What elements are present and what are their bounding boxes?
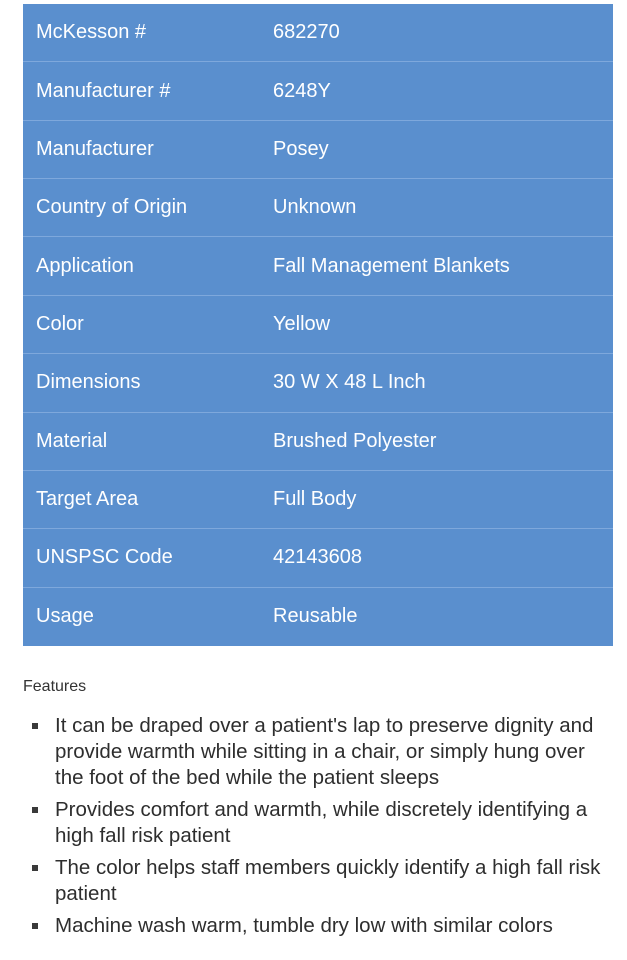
spec-label: Dimensions bbox=[36, 371, 141, 394]
spec-label: Color bbox=[36, 312, 84, 335]
feature-item bbox=[23, 713, 613, 791]
spec-row-material bbox=[23, 413, 613, 471]
spec-label: Usage bbox=[36, 605, 94, 628]
spec-row-manufacturer bbox=[23, 121, 613, 179]
spec-value: 30 W X 48 L Inch bbox=[273, 371, 426, 394]
spec-label: Manufacturer # bbox=[36, 79, 171, 102]
spec-value: Unknown bbox=[273, 196, 357, 219]
spec-value: Fall Management Blankets bbox=[273, 254, 510, 277]
bullet-icon bbox=[32, 807, 38, 813]
bullet-icon bbox=[32, 723, 38, 729]
spec-value: 42143608 bbox=[273, 546, 362, 569]
spec-label: Target Area bbox=[36, 488, 139, 511]
spec-value: Reusable bbox=[273, 605, 358, 628]
spec-label: Manufacturer bbox=[36, 137, 154, 160]
spec-row-dimensions bbox=[23, 354, 613, 412]
spec-value: Yellow bbox=[273, 312, 331, 335]
spec-value: Full Body bbox=[273, 488, 357, 511]
feature-item bbox=[23, 855, 613, 907]
features-heading: Features bbox=[23, 678, 87, 695]
spec-value: Brushed Polyester bbox=[273, 429, 437, 452]
spec-label: McKesson # bbox=[36, 21, 147, 44]
feature-text: Provides comfort and warmth, while discretely identifying a high fall risk patient bbox=[55, 798, 588, 847]
product-spec-table bbox=[23, 4, 613, 646]
spec-value: 682270 bbox=[273, 21, 340, 44]
spec-row-application bbox=[23, 237, 613, 295]
spec-row-usage bbox=[23, 588, 613, 646]
feature-text: The color helps staff members quickly identify a high fall risk patient bbox=[55, 856, 601, 905]
spec-value: 6248Y bbox=[273, 79, 331, 102]
spec-label: Application bbox=[36, 254, 134, 277]
feature-text: It can be draped over a patient's lap to preserve dignity and provide warmth while sitting in a chair, or simply hung over the foot of the bed while the patient sleeps bbox=[55, 714, 594, 789]
spec-value: Posey bbox=[273, 137, 329, 160]
spec-row-country-of-origin bbox=[23, 179, 613, 237]
feature-item bbox=[23, 797, 613, 849]
spec-label: UNSPSC Code bbox=[36, 546, 173, 569]
spec-row-unspsc-code bbox=[23, 529, 613, 587]
bullet-icon bbox=[32, 923, 38, 929]
spec-row-target-area bbox=[23, 471, 613, 529]
feature-text: Machine wash warm, tumble dry low with similar colors bbox=[55, 914, 553, 937]
bullet-icon bbox=[32, 865, 38, 871]
spec-row-mckesson-number bbox=[23, 4, 613, 62]
spec-row-color bbox=[23, 296, 613, 354]
spec-label: Material bbox=[36, 429, 108, 452]
spec-row-manufacturer-number bbox=[23, 62, 613, 120]
features-list bbox=[23, 713, 613, 945]
spec-label: Country of Origin bbox=[36, 196, 188, 219]
feature-item bbox=[23, 913, 613, 939]
